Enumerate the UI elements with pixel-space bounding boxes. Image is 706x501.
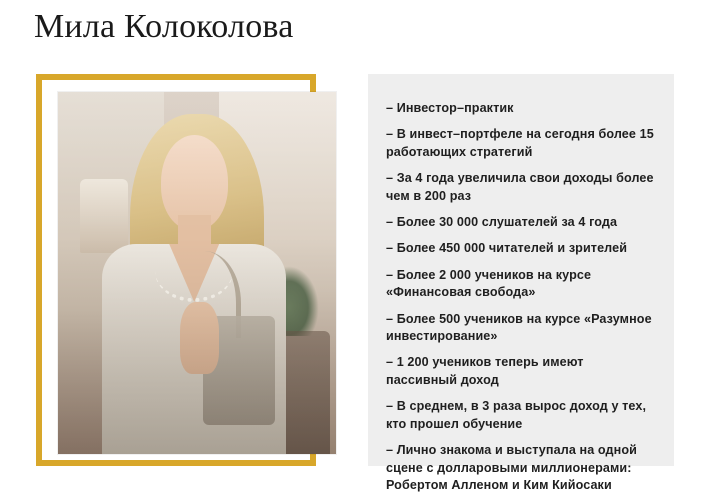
list-item: – Более 450 000 читателей и зрителей <box>386 241 628 256</box>
list-item: – Более 500 учеников на курсе «Разумное инвестирование» <box>386 311 652 344</box>
facts-list <box>386 100 656 494</box>
list-item: – Более 30 000 слушателей за 4 года <box>386 215 618 230</box>
list-item: – В инвест–портфеле на сегодня более 15 работающих стратегий <box>386 127 654 159</box>
page-title: Мила Колоколова <box>34 8 294 45</box>
photo-vignette <box>58 92 336 454</box>
list-item: – Более 2 000 учеников на курсе «Финансовая свобода» <box>386 267 592 300</box>
list-item: – 1 200 учеников теперь имеют пассивный доход <box>386 355 584 387</box>
list-item: – Инвестор–практик <box>386 101 514 115</box>
portrait-photo <box>58 92 336 454</box>
facts-panel <box>368 74 674 492</box>
list-item: – Лично знакома и выступала на одной сцене с долларовыми миллионерами: Робертом Алленом и Ким Кийосаки <box>386 443 637 492</box>
list-item: – В среднем, в 3 раза вырос доход у тех, кто прошел обучение <box>386 399 647 431</box>
portrait-block <box>36 74 336 474</box>
list-item: – За 4 года увеличила свои доходы более чем в 200 раз <box>386 171 654 203</box>
